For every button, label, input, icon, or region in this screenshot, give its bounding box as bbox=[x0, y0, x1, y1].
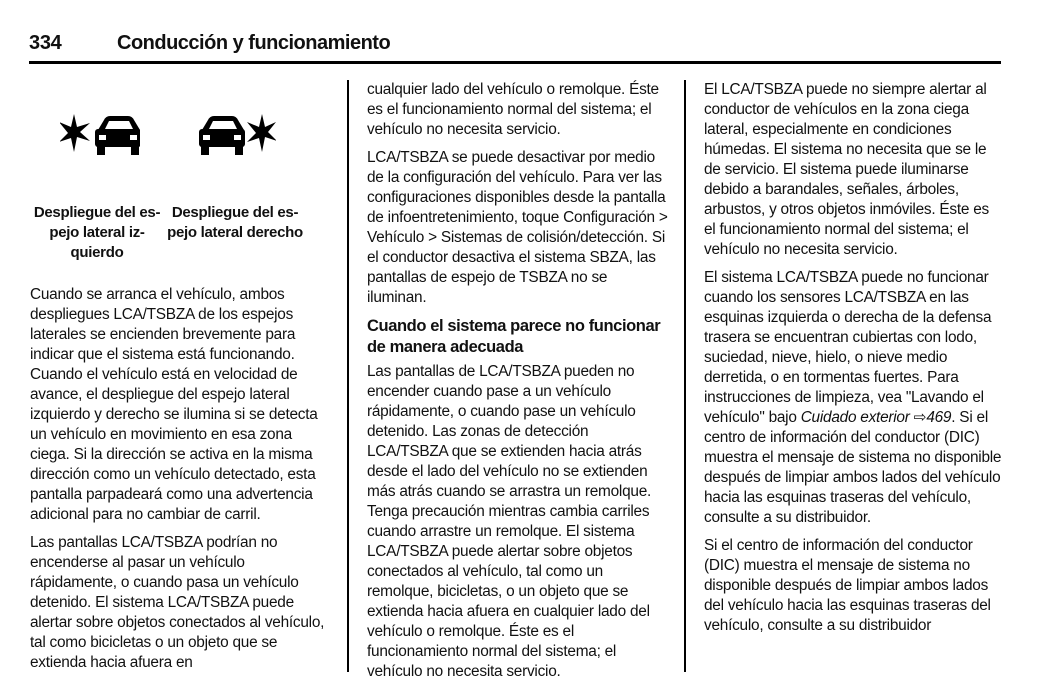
right-mirror-caption bbox=[164, 203, 306, 243]
column-1 bbox=[30, 285, 332, 681]
cross-reference-page[interactable]: 469 bbox=[926, 409, 952, 426]
cross-reference-title[interactable]: Cuidado exterior bbox=[800, 409, 910, 426]
col3-p2-text: El sistema LCA/TSBZA puede no funcionar cuando los sensores LCA/TSBZA en las esquinas izquierda o derecha de la defensa trasera se encuentran cubiertas con lodo, suciedad, nieve, hielo, o nieve medio derretida, o en tormentas fuertes. Para instrucciones de limpieza, vea "Lavando el vehículo" bajo bbox=[704, 269, 992, 426]
section-title: Conducción y funcionamiento bbox=[117, 32, 391, 54]
page-number: 334 bbox=[29, 32, 62, 54]
col3-paragraph-3: Si el centro de información del conductor (DIC) muestra el mensaje de sistema no disponible después de limpiar ambos lados del vehículo hacia las esquinas traseras del vehículo, consulte a su distribuidor bbox=[704, 537, 991, 634]
col2-paragraph-1: cualquier lado del vehículo o remolque. Éste es el funcionamiento normal del sistema; el vehículo no necesita servicio. bbox=[367, 81, 659, 138]
col3-paragraph-1: El LCA/TSBZA puede no siempre alertar al conductor de vehículos en la zona ciega lateral, especialmente en condiciones húmedas. El sistema no necesita que se le de servicio. El sistema puede iluminarse debido a barandales, señales, árboles, arbustos, y otros objetos inmóviles. Éste es el funcionamiento normal del sistema; el vehículo no necesita servicio. bbox=[704, 81, 989, 258]
page-header bbox=[29, 30, 1001, 60]
col1-paragraph-2: Las pantallas LCA/TSBZA podrían no encenderse al pasar un vehículo rápidamente, o cuando pasa un vehículo detenido. El sistema LCA/TSBZA puede alertar sobre objetos conectados al vehículo, tal como bicicletas o un objeto que se extienda hacia afuera en bbox=[30, 534, 325, 671]
col3-p2-text-after: . Si el centro de información del conductor (DIC) muestra el mensaje de sistema no disponible después de limpiar ambos lados del vehículo hacia las esquinas traseras del vehículo, consulte a su distribuidor. bbox=[704, 409, 1002, 526]
column-3 bbox=[704, 80, 1004, 644]
col1-paragraph-1: Cuando se arranca el vehículo, ambos despliegues LCA/TSBZA de los espejos laterales se encienden brevemente para indicar que el sistema está funcionando. Cuando el vehículo está en velocidad de avance, el despliegue del espejo lateral izquierdo y derecho se ilumina si se detecta un vehículo en movimiento en esa zona ciega. Si la dirección se activa en la misma dirección como un vehículo detectado, esta pantalla parpadeará como una advertencia adicional para no cambiar de carril. bbox=[30, 286, 318, 523]
header-rule bbox=[29, 61, 1001, 64]
car-blindspot-left-icon bbox=[60, 110, 140, 160]
cross-reference-link[interactable] bbox=[910, 409, 952, 426]
arrow-right-icon: ⇨ bbox=[913, 409, 927, 426]
right-mirror-caption-text: Despliegue del es- pejo lateral derecho bbox=[167, 204, 303, 241]
left-mirror-caption-text: Despliegue del es- pejo lateral iz- quierdo bbox=[33, 204, 161, 261]
mirror-display-figure bbox=[30, 100, 330, 195]
col2-paragraph-2: LCA/TSBZA se puede desactivar por medio de la configuración del vehículo. Para ver las configuraciones disponibles desde la pantalla de infoentretenimiento, toque Configuración > Vehículo > Sistemas de colisión/detección. Si el conductor desactiva el sistema SBZA, las pantallas de espejo de TSBZA no se iluminan. bbox=[367, 149, 668, 306]
col3-paragraph-2 bbox=[704, 268, 1004, 528]
column-divider-1 bbox=[347, 80, 349, 672]
col2-paragraph-3: Las pantallas de LCA/TSBZA pueden no encender cuando pase a un vehículo rápidamente, o cuando pase un vehículo detenido. Las zonas de detección LCA/TSBZA que se extienden hacia atrás desde el lado del vehículo no se extienden más atrás cuando se arrastra un remolque. Tenga precaución mientras cambia carriles cuando arrastre un remolque. El sistema LCA/TSBZA puede alertar sobre objetos conectados al vehículo, tal como un remolque, bicicletas, o un objeto que se extienda hacia afuera en cualquier lado del vehículo o remolque. Éste es el funcionamiento normal del sistema; el vehículo no necesita servicio. bbox=[367, 363, 652, 680]
col2-subheading: Cuando el sistema parece no funcionar de manera adecuada bbox=[367, 317, 661, 356]
column-2 bbox=[367, 80, 669, 690]
left-mirror-caption bbox=[30, 203, 164, 263]
column-divider-2 bbox=[684, 80, 686, 672]
car-blindspot-right-icon bbox=[196, 110, 276, 160]
